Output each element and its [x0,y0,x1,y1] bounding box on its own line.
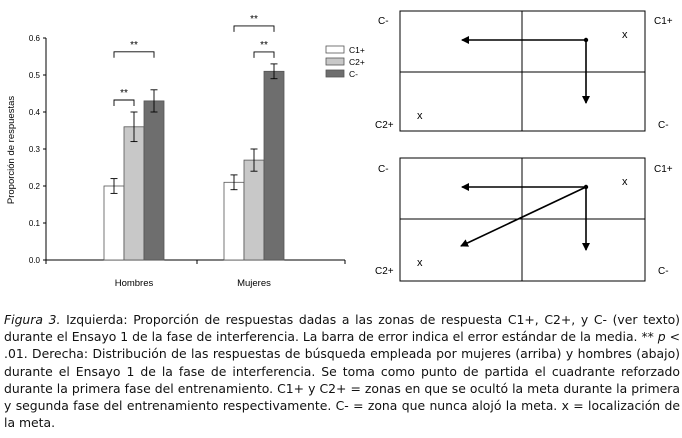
y-axis-label: Proporción de respuestas [6,95,17,205]
y-tick-label: 0.4 [28,108,40,117]
x-category-label: Mujeres [237,278,271,289]
zone-label-bottom-right: C- [658,120,669,131]
legend-label: C- [349,69,358,79]
legend-swatch [326,58,344,65]
zone-label-bottom-left: C2+ [375,266,394,277]
bar [264,71,284,260]
y-tick-label: 0.2 [28,182,40,191]
caption-p-symbol: p [657,329,666,345]
zone-label-bottom-right: C- [658,266,669,277]
zone-label-bottom-left: C2+ [375,120,394,131]
goal-marker-2: x [417,257,423,269]
legend [326,45,365,79]
y-tick-label: 0.3 [28,145,40,154]
x-category-labels [115,278,271,289]
goal-marker: x [622,29,628,41]
search-diagram-top [375,11,673,131]
goal-marker-2: x [417,110,423,122]
y-ticks [29,34,46,265]
significance-label: ** [130,39,138,51]
zone-label-top-right: C1+ [654,164,673,175]
search-path-diagonal [461,187,586,246]
bar [244,160,264,260]
search-diagram-bottom [375,158,673,281]
caption-label: Figura 3. [4,312,61,327]
caption-text-2: < .01. Derecha: Distribución de las respuestas de búsqueda empleada por mujeres (arriba) y hombres (abajo) durante el Ensayo 1 de la fase de interferencia. Se toma como punto de partida el cuadrante reforzado durante la primera fase del entrenamiento. C1+ y C2+ = zonas en que se ocultó la meta durante la primera y segunda fase del entrenamiento respectivamente. C- = zona que nunca alojó la meta. x = localización de la meta. [4,329,681,431]
figure-caption [4,311,680,431]
bar [224,182,244,260]
y-tick-label: 0.6 [28,34,40,43]
significance-bracket [234,26,274,32]
x-category-label: Hombres [114,278,154,289]
legend-swatch [326,70,344,77]
bar [144,101,164,260]
significance-label: ** [250,13,258,25]
significance-bracket [254,52,274,58]
legend-swatch [326,46,344,53]
y-tick-label: 0.0 [28,256,40,265]
zone-label-top-left: C- [378,16,389,27]
legend-label: C1+ [349,45,365,55]
goal-marker: x [622,176,628,188]
bars [46,64,345,264]
significance-bracket [114,100,134,106]
y-tick-label: 0.1 [28,219,40,228]
bar [104,186,124,260]
significance-label: ** [260,39,268,51]
legend-label: C2+ [349,57,365,67]
zone-label-top-left: C- [378,164,389,175]
significance-label: ** [120,88,128,99]
bar [124,127,144,260]
zone-label-top-right: C1+ [654,16,673,27]
bar-chart [6,14,365,289]
significance-bracket [114,52,154,58]
caption-text-1: Izquierda: Proporción de respuestas dadas a las zonas de respuesta C1+, C2+, y C- (ver texto) durante el Ensayo 1 de la fase de interferencia. La barra de error indica el error estándar de la media. ** [4,312,680,345]
significance-brackets [114,14,274,106]
y-tick-label: 0.5 [28,71,40,80]
